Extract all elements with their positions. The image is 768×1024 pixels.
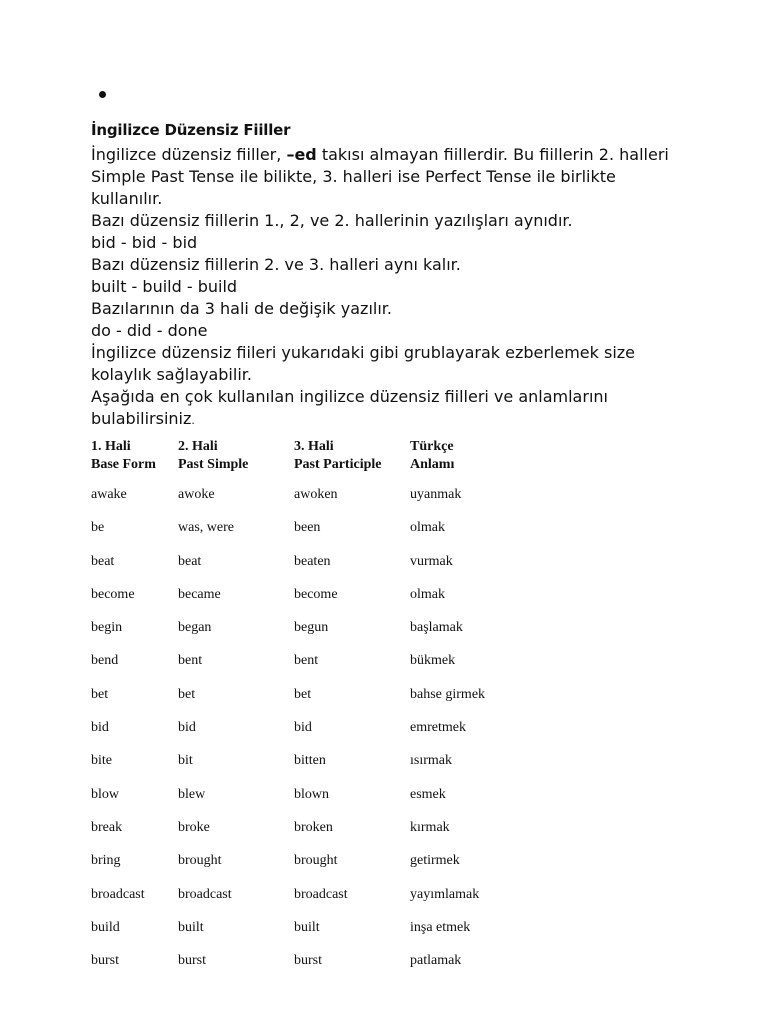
- cell-base-form: broadcast: [91, 886, 145, 902]
- intro-paragraph-6: [91, 386, 691, 432]
- intro-paragraph-4: Bazılarının da 3 hali de değişik yazılır.: [91, 299, 392, 318]
- cell-meaning: inşa etmek: [410, 919, 471, 935]
- table-row: [91, 852, 560, 885]
- intro-line1-a: İngilizce düzensiz fiiller,: [91, 145, 287, 164]
- table-row: [91, 886, 560, 919]
- cell-past-participle: awoken: [294, 487, 338, 502]
- cell-base-form: bring: [91, 853, 121, 869]
- intro-line1-b: takısı almayan fiillerdir. Bu fiillerin 2. halleri Simple Past Tense ile bilikte, 3. halleri ise Perfect Tense ile birlikte kullanılır.: [91, 145, 669, 208]
- cell-past-participle: built: [294, 919, 320, 935]
- cell-past-simple: burst: [178, 953, 206, 969]
- intro-text: [91, 144, 691, 432]
- cell-meaning: getirmek: [410, 853, 460, 869]
- cell-base-form: break: [91, 819, 123, 835]
- cell-meaning: yayımlamak: [410, 886, 480, 902]
- cell-base-form: build: [91, 919, 120, 935]
- cell-past-participle: bent: [294, 653, 319, 669]
- table-row: [91, 786, 560, 819]
- cell-past-simple: built: [178, 919, 204, 935]
- cell-meaning: bahse girmek: [410, 686, 486, 702]
- cell-past-simple: brought: [178, 853, 222, 869]
- cell-past-simple: began: [178, 620, 212, 636]
- cell-past-participle: begun: [294, 620, 329, 636]
- cell-past-participle: been: [294, 520, 321, 536]
- intro-paragraph-3: Bazı düzensiz fiillerin 2. ve 3. halleri aynı kalır.: [91, 255, 461, 274]
- intro-line1-bold: –ed: [286, 145, 317, 164]
- table-row: [91, 719, 560, 752]
- cell-meaning: olmak: [410, 520, 445, 536]
- cell-past-simple: bet: [178, 686, 196, 702]
- table-row: [91, 952, 560, 985]
- table-row: [91, 486, 560, 519]
- header-turkish-meaning: Türkçe Anlamı: [410, 439, 455, 472]
- cell-base-form: bet: [91, 686, 109, 702]
- cell-past-participle: beaten: [294, 553, 331, 569]
- cell-past-simple: became: [178, 586, 221, 602]
- cell-past-participle: blown: [294, 786, 329, 802]
- cell-past-simple: broadcast: [178, 886, 232, 902]
- table-row: [91, 652, 560, 685]
- cell-base-form: become: [91, 586, 135, 602]
- cell-meaning: ısırmak: [410, 753, 452, 769]
- cell-meaning: olmak: [410, 586, 445, 602]
- cell-meaning: kırmak: [410, 819, 450, 835]
- cell-past-simple: broke: [178, 819, 210, 835]
- cell-past-participle: become: [294, 586, 338, 602]
- cell-base-form: beat: [91, 553, 115, 569]
- cell-meaning: emretmek: [410, 720, 466, 736]
- table-row: [91, 919, 560, 952]
- cell-past-simple: bit: [178, 753, 193, 769]
- table-row: [91, 586, 560, 619]
- cell-past-participle: burst: [294, 953, 322, 969]
- cell-meaning: başlamak: [410, 620, 463, 636]
- cell-base-form: blow: [91, 786, 119, 802]
- cell-base-form: burst: [91, 953, 119, 969]
- header-past-participle: 3. Hali Past Participle: [294, 439, 382, 472]
- cell-base-form: be: [91, 520, 105, 536]
- example-1: bid - bid - bid: [91, 233, 198, 252]
- header-past-simple: 2. Hali Past Simple: [178, 439, 249, 472]
- cell-base-form: begin: [91, 620, 123, 636]
- cell-meaning: bükmek: [410, 653, 456, 669]
- intro-paragraph-5: İngilizce düzensiz fiileri yukarıdaki gibi grublayarak ezberlemek size kolaylık sağlayabilir.: [91, 343, 636, 384]
- cell-base-form: bid: [91, 720, 109, 736]
- cell-base-form: bite: [91, 753, 112, 769]
- cell-meaning: vurmak: [410, 553, 453, 569]
- table-row: [91, 619, 560, 652]
- cell-past-participle: bet: [294, 686, 312, 702]
- cell-past-simple: beat: [178, 553, 202, 569]
- cell-past-participle: bitten: [294, 753, 326, 769]
- cell-meaning: uyanmak: [410, 487, 462, 502]
- cell-meaning: patlamak: [410, 953, 462, 969]
- cell-past-participle: bid: [294, 720, 312, 736]
- cell-past-simple: blew: [178, 786, 206, 802]
- example-3: do - did - done: [91, 321, 208, 340]
- intro-paragraph-2: Bazı düzensiz fiillerin 1., 2, ve 2. hallerinin yazılışları aynıdır.: [91, 211, 573, 230]
- cell-base-form: bend: [91, 653, 119, 669]
- cell-past-simple: bent: [178, 653, 203, 669]
- intro-paragraph-1: [91, 144, 691, 210]
- table-row: [91, 819, 560, 852]
- header-base-form: 1. Hali Base Form: [91, 439, 156, 472]
- irregular-verbs-table: [91, 438, 560, 985]
- intro-line6: Aşağıda en çok kullanılan ingilizce düzensiz fiilleri ve anlamlarını bulabilirsiniz: [91, 387, 608, 428]
- cell-base-form: awake: [91, 487, 127, 502]
- page-title: İngilizce Düzensiz Fiiller: [91, 121, 291, 139]
- table-row: [91, 752, 560, 785]
- table-header-row: [91, 438, 560, 486]
- cell-past-simple: bid: [178, 720, 196, 736]
- cell-past-participle: broadcast: [294, 886, 348, 902]
- cell-meaning: esmek: [410, 786, 446, 802]
- cell-past-simple: awoke: [178, 487, 215, 502]
- cell-past-participle: broken: [294, 819, 333, 835]
- table-row: [91, 686, 560, 719]
- cell-past-participle: brought: [294, 853, 338, 869]
- bullet-point: [99, 91, 106, 98]
- example-2: built - build - build: [91, 277, 238, 296]
- table-row: [91, 519, 560, 552]
- intro-line6-end: .: [191, 414, 195, 427]
- cell-past-simple: was, were: [178, 520, 234, 536]
- table-row: [91, 553, 560, 586]
